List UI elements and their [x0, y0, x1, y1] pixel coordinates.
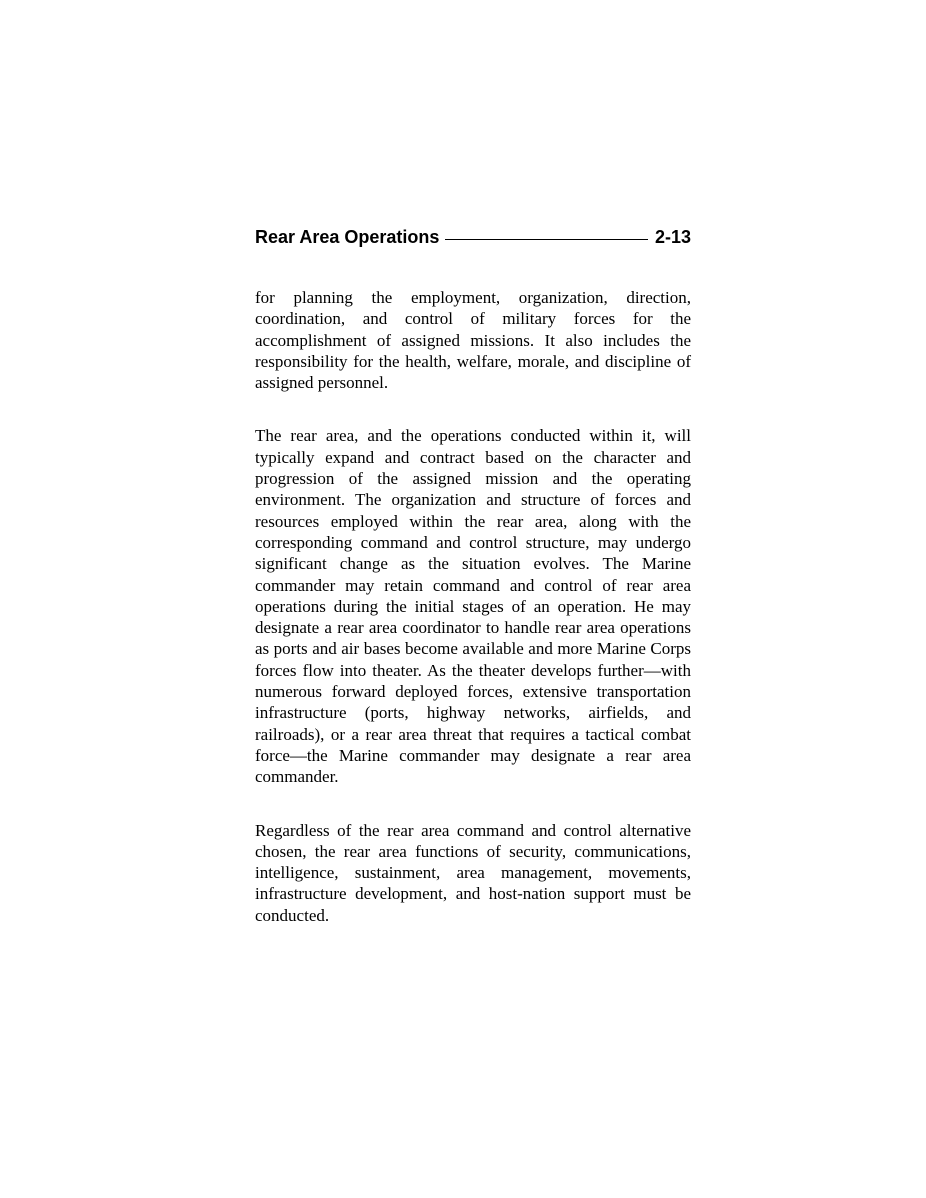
- header-title: Rear Area Operations: [255, 227, 440, 247]
- body-text: [255, 287, 691, 958]
- header-rule: [445, 239, 648, 240]
- paragraph: Regardless of the rear area command and control alternative chosen, the rear area functions of security, communications, intelligence, sustainment, area management, movements, infrastructure development, and host-nation support must be conducted.: [255, 820, 691, 925]
- running-header: [255, 222, 691, 248]
- paragraph: The rear area, and the operations conducted within it, will typically expand and contract based on the character and progression of the assigned mission and the operating environment. The organization and structure of forces and resources employed within the rear area, along with the corresponding command and control structure, may undergo significant change as the situation evolves. The Marine commander may retain command and control of rear area operations during the initial stages of an operation. He may designate a rear area coordinator to handle rear area operations as ports and air bases become available and more Marine Corps forces flow into theater. As the theater develops further—with numerous forward deployed forces, extensive transportation infrastructure (ports, highway networks, airfields, and railroads), or a rear area threat that requires a tactical combat force—the Marine commander may designate a rear area commander.: [255, 426, 691, 787]
- page-number: 2-13: [654, 227, 691, 247]
- paragraph: for planning the employment, organization, direction, coordination, and control of military forces for the accomplishment of assigned missions. It also includes the responsibility for the health, welfare, morale, and discipline of assigned personnel.: [255, 288, 691, 393]
